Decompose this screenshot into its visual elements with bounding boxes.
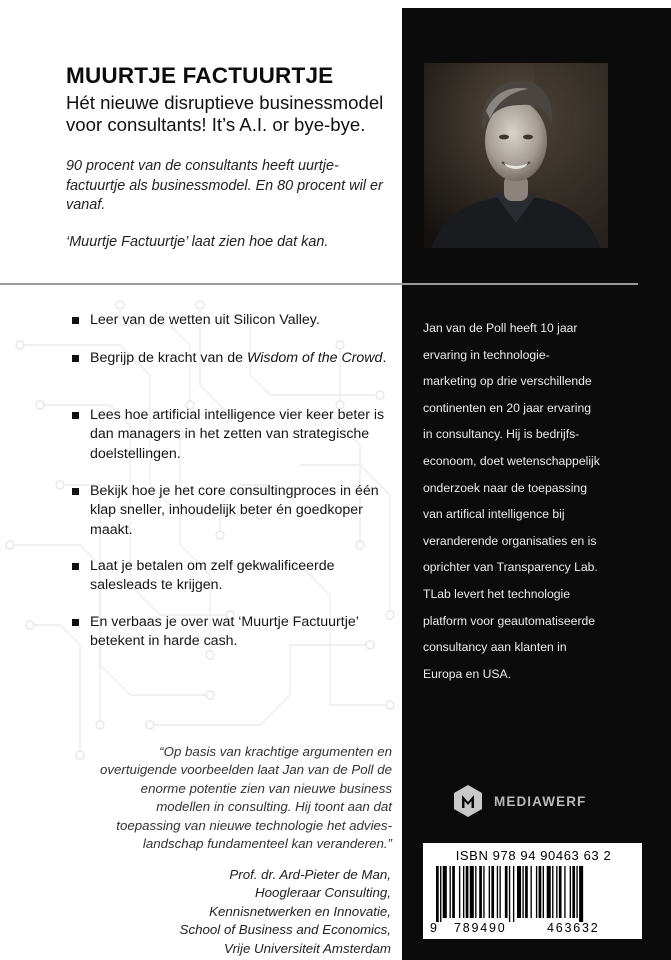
bullet-text: Bekijk hoe je het core consultingproces in één klap sneller, inhoudelijk beter én goedkoper maakt.	[90, 483, 379, 538]
isbn-digits	[424, 921, 643, 937]
isbn-digit-group: 9	[430, 921, 439, 935]
author-bio	[423, 315, 649, 687]
bullet-item	[72, 406, 402, 464]
bio-line: econoom, doet wetenschappelijk	[423, 453, 600, 468]
bullet-text-part: .	[382, 350, 387, 366]
bullet-text: Leer van de wetten uit Silicon Valley.	[90, 312, 320, 328]
quote-attribution	[160, 866, 391, 958]
bullet-square-icon	[72, 563, 79, 570]
bullet-square-icon	[72, 488, 79, 495]
bullet-item	[72, 311, 402, 330]
bio-line: veranderende organisaties en is	[423, 533, 597, 548]
attribution-line: Prof. dr. Ard-Pieter de Man,	[229, 867, 391, 882]
bullet-text	[90, 349, 402, 368]
bullet-item	[72, 349, 402, 368]
publisher-name: MEDIAWERF	[494, 793, 587, 809]
book-subtitle: Hét nieuwe disruptieve businessmodel voor consultants! It’s A.I. or bye-bye.	[66, 92, 384, 135]
bullet-square-icon	[72, 355, 79, 362]
bullet-text-part: Begrijp de kracht van de	[90, 350, 247, 366]
author-photo	[424, 63, 608, 248]
book-title: MUURTJE FACTUURTJE	[66, 63, 334, 88]
bio-line: continenten en 20 jaar ervaring	[423, 400, 592, 415]
bio-line: in consultancy. Hij is bedrijfs-	[423, 427, 580, 442]
bio-line: TLab levert het technologie	[423, 586, 571, 601]
bio-line: van artifical intelligence bij	[423, 507, 565, 522]
isbn-label: ISBN 978 94 90463 63 2	[455, 848, 612, 863]
intro-text-2: ‘Muurtje Factuurtje’ laat zien hoe dat kan.	[66, 234, 329, 250]
isbn-digit-group: 789490	[454, 921, 507, 935]
isbn-barcode-box	[423, 843, 642, 939]
bio-line: oprichter van Transparency Lab.	[423, 560, 598, 575]
bio-line: ervaring in technologie-	[423, 347, 550, 362]
bullet-text: En verbaas je over wat ‘Muurtje Factuurtje’ betekent in harde cash.	[90, 614, 359, 650]
bio-line: Europa en USA.	[423, 666, 512, 681]
publisher-logo	[452, 784, 586, 818]
bullet-square-icon	[72, 412, 79, 419]
endorsement-quote: “Op basis van krachtige argumenten en overtuigende voorbeelden laat Jan van de Poll de enorme potentie zien van nieuwe business modellen in consulting. Hij toont aan dat toepassing van nieuwe technologie het advies-landschap fundamenteel kan veranderen.”	[99, 744, 392, 852]
bullet-square-icon	[72, 619, 79, 626]
bullet-text: Laat je betalen om zelf gekwalificeerde salesleads te krijgen.	[90, 558, 335, 594]
bullet-text: Lees hoe artificial intelligence vier keer beter is dan managers in het zetten van strategische doelstellingen.	[90, 407, 385, 462]
bio-line: consultancy aan klanten in	[423, 640, 567, 655]
attribution-line: School of Business and Economics,	[179, 922, 391, 938]
attribution-line: Hoogleraar Consulting,	[254, 885, 391, 901]
attribution-line: Vrije Universiteit Amsterdam	[224, 940, 391, 956]
isbn-digit-group: 463632	[547, 921, 600, 935]
bullet-square-icon	[72, 317, 79, 324]
bullet-item	[72, 557, 402, 596]
attribution-line: Kennisnetwerken en Innovatie,	[209, 903, 391, 919]
bio-line: platform voor geautomatiseerde	[423, 613, 596, 628]
horizontal-divider	[0, 283, 638, 285]
mediawerf-logo-icon	[452, 784, 484, 818]
bio-line: onderzoek naar de toepassing	[423, 480, 587, 495]
intro-text: 90 procent van de consultants heeft uurtje-factuurtje als businessmodel. En 80 procent wil er vanaf.	[66, 158, 383, 213]
bio-line: Jan van de Poll heeft 10 jaar	[423, 321, 578, 335]
bullet-item	[72, 613, 402, 652]
bio-line: marketing op drie verschillende	[423, 374, 592, 389]
bullet-text-italic: Wisdom of the Crowd	[246, 350, 383, 366]
barcode-icon	[432, 866, 635, 922]
bullet-item	[72, 482, 402, 540]
